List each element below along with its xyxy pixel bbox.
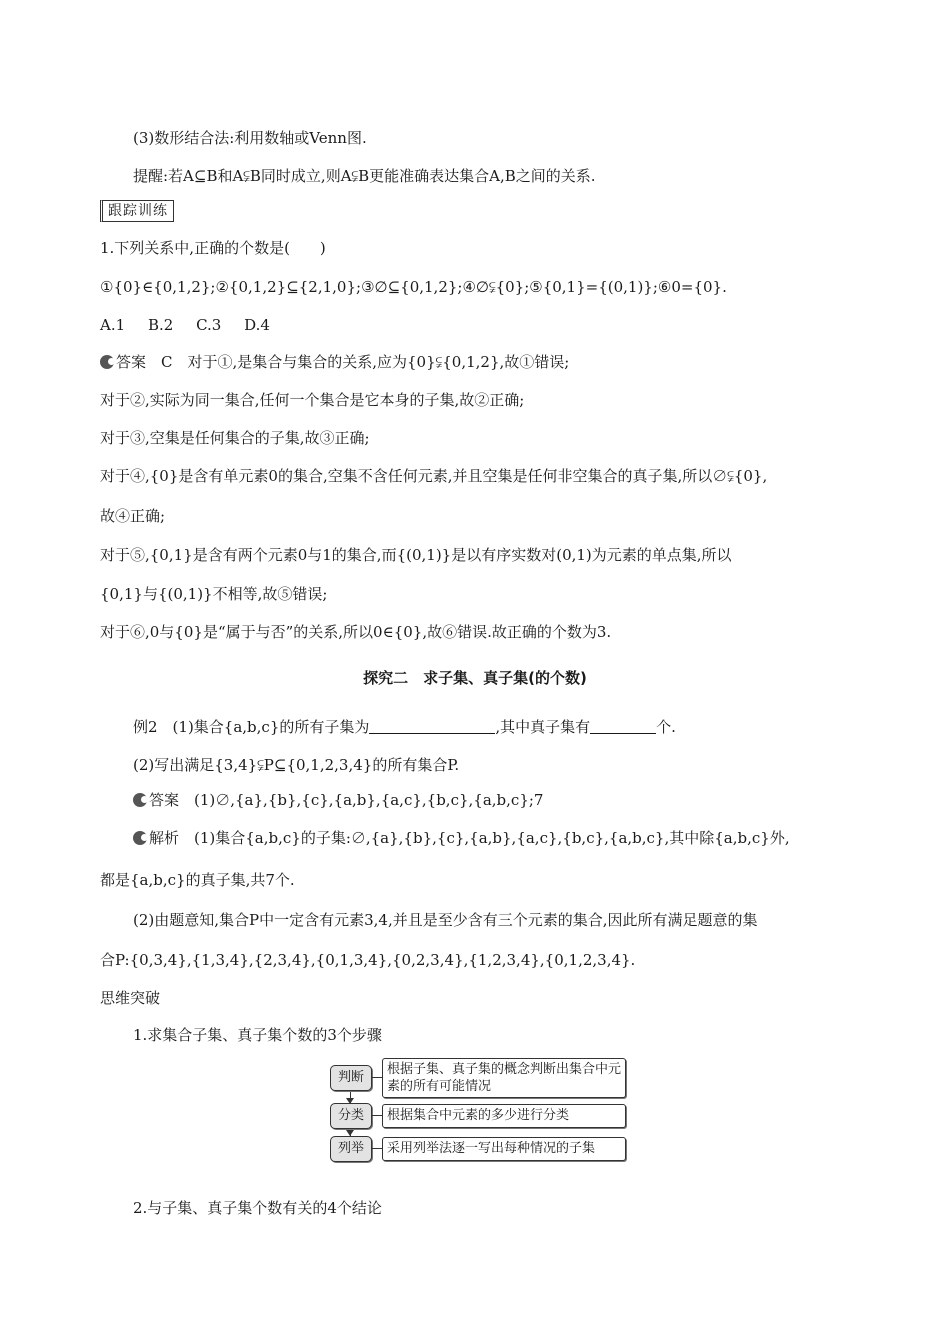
- solution-2-cont: 合P:{0,3,4},{1,3,4},{2,3,4},{0,1,3,4},{0,2,3,4},{1,2,3,4},{0,1,2,3,4}.: [100, 951, 636, 969]
- solution-1-cont: 都是{a,b,c}的真子集,共7个.: [100, 871, 295, 889]
- option-b: B.2: [147, 316, 174, 334]
- example-2-part-b: ,其中真子集有: [495, 718, 591, 736]
- example-2-part-a: 例2 (1)集合{a,b,c}的所有子集为: [133, 718, 370, 736]
- analysis-6: 对于⑥,0与{0}是“属于与否”的关系,所以0∈{0},故⑥错误.故正确的个数为3.: [100, 623, 612, 641]
- step-judge-desc: 根据子集、真子集的概念判断出集合中元素的所有可能情况: [382, 1058, 626, 1098]
- question-1: 1.下列关系中,正确的个数是( ): [100, 239, 326, 257]
- example-2-part-2: (2)写出满足{3,4}⫋P⊆{0,1,2,3,4}的所有集合P.: [133, 756, 460, 774]
- analysis-4-cont: 故④正确;: [100, 507, 166, 525]
- method-line: (3)数形结合法:利用数轴或Venn图.: [133, 129, 367, 147]
- reminder-line: 提醒:若A⊆B和A⫋B同时成立,则A⫋B更能准确表达集合A,B之间的关系.: [133, 167, 596, 185]
- conclusions-heading: 2.与子集、真子集个数有关的4个结论: [133, 1199, 382, 1217]
- answer-2: [133, 790, 543, 810]
- connector: [371, 1148, 382, 1149]
- option-d: D.4: [244, 316, 270, 334]
- blank-subsets: [369, 719, 495, 734]
- analysis-5: 对于⑤,{0,1}是含有两个元素0与1的集合,而{(0,1)}是以有序实数对(0,1)为元素的单点集,所以: [100, 546, 732, 564]
- steps-heading: 1.求集合子集、真子集个数的3个步骤: [133, 1026, 382, 1044]
- answer-icon: [100, 355, 114, 369]
- answer-2-text: 答案 (1)∅,{a},{b},{c},{a,b},{a,c},{b,c},{a,b,c};7: [149, 791, 544, 809]
- practice-badge: 跟踪训练: [100, 200, 174, 222]
- analysis-2: 对于②,实际为同一集合,任何一个集合是它本身的子集,故②正确;: [100, 391, 525, 409]
- answer-1: [100, 352, 569, 372]
- example-2-part-c: 个.: [656, 718, 676, 736]
- solution-1: [133, 828, 790, 848]
- answer-1-text: 答案 C 对于①,是集合与集合的关系,应为{0}⫋{0,1,2},故①错误;: [116, 353, 570, 371]
- blank-count: [590, 719, 656, 734]
- solution-icon: [133, 831, 147, 845]
- example-2: [133, 717, 676, 737]
- analysis-3: 对于③,空集是任何集合的子集,故③正确;: [100, 429, 370, 447]
- question-1-options: [100, 315, 270, 335]
- section-title: 探究二 求子集、真子集(的个数): [363, 669, 587, 687]
- analysis-4: 对于④,{0}是含有单元素0的集合,空集不含任何元素,并且空集是任何非空集合的真子集,所以∅⫋{0},: [100, 467, 768, 485]
- analysis-5-cont: {0,1}与{(0,1)}不相等,故⑤错误;: [100, 585, 328, 603]
- step-enumerate: 列举: [330, 1136, 372, 1162]
- step-classify: 分类: [330, 1103, 372, 1129]
- question-1-items: ①{0}∈{0,1,2};②{0,1,2}⊆{2,1,0};③∅⊆{0,1,2};④∅⫋{0};⑤{0,1}={(0,1)};⑥0={0}.: [100, 278, 727, 296]
- connector: [371, 1115, 382, 1116]
- option-c: C.3: [196, 316, 222, 334]
- connector: [371, 1077, 382, 1078]
- solution-2: (2)由题意知,集合P中一定含有元素3,4,并且是至少含有三个元素的集合,因此所有满足题意的集: [133, 911, 758, 929]
- solution-1-text: 解析 (1)集合{a,b,c}的子集:∅,{a},{b},{c},{a,b},{a,c},{b,c},{a,b,c},其中除{a,b,c}外,: [149, 829, 790, 847]
- step-enumerate-desc: 采用列举法逐一写出每种情况的子集: [382, 1137, 626, 1161]
- answer-icon: [133, 793, 147, 807]
- option-a: A.1: [100, 316, 126, 334]
- thinking-breakthrough: 思维突破: [100, 989, 161, 1007]
- step-classify-desc: 根据集合中元素的多少进行分类: [382, 1104, 626, 1128]
- step-judge: 判断: [330, 1065, 372, 1091]
